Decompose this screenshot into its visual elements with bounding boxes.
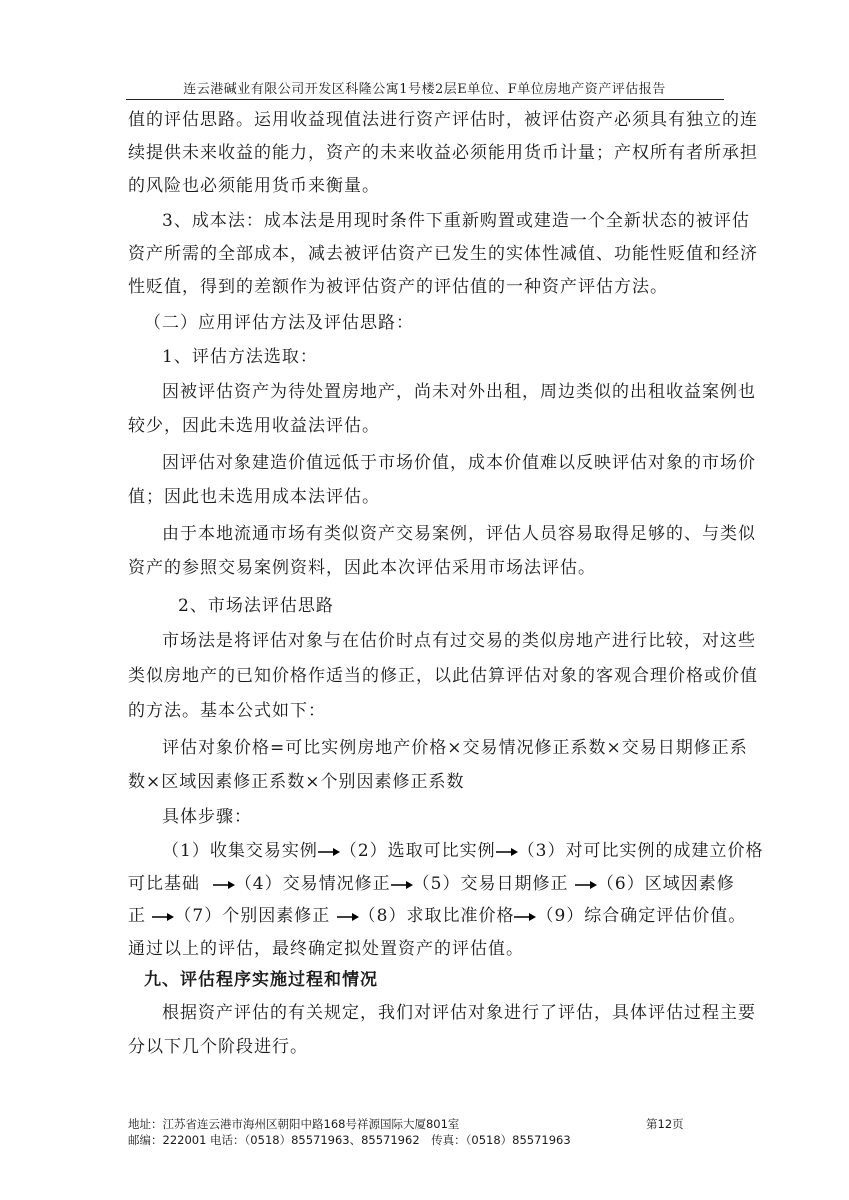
paragraph-line: 根据资产评估的有关规定，我们对评估对象进行了评估，具体评估过程主要: [162, 1003, 756, 1023]
step-text: （9）综合确定评估价值。: [536, 906, 747, 926]
paragraph-line: 资产的参照交易案例资料，因此本次评估采用市场法评估。: [128, 558, 596, 578]
arrow-right-icon: [318, 847, 340, 857]
paragraph-line: 较少，因此未选用收益法评估。: [128, 416, 380, 436]
steps-line: [128, 900, 747, 933]
section-heading: 九、评估程序实施过程和情况: [144, 970, 378, 990]
subsection-heading: （二）应用评估方法及评估思路：: [144, 313, 414, 333]
footer-address: 地址：江苏省连云港市海州区朝阳中路168号祥源国际大厦801室: [128, 1117, 460, 1131]
step-text: （2）选取可比实例: [339, 841, 496, 861]
paragraph-line: 1、评估方法选取：: [162, 347, 318, 367]
paragraph-line: 值的评估思路。运用收益现值法进行资产评估时，被评估资产必须具有独立的连: [128, 110, 758, 130]
paragraph-line: 由于本地流通市场有类似资产交易案例，评估人员容易取得足够的、与类似: [162, 524, 756, 544]
step-text: （7）个别因素修正: [174, 906, 331, 926]
arrow-right-icon: [337, 912, 359, 922]
paragraph-line: 通过以上的评估，最终确定拟处置资产的评估值。: [128, 939, 524, 959]
step-text: 正: [128, 906, 146, 926]
paragraph-line: 资产所需的全部成本，减去被评估资产已发生的实体性减值、功能性贬值和经济: [128, 244, 758, 264]
paragraph-line: 市场法是将评估对象与在估价时点有过交易的类似房地产进行比较，对这些: [162, 631, 756, 651]
arrow-right-icon: [514, 912, 536, 922]
arrow-right-icon: [575, 880, 597, 890]
arrow-right-icon: [391, 880, 413, 890]
report-header: 连云港碱业有限公司开发区科隆公寓1号楼2层E单位、F单位房地产资产评估报告: [183, 82, 666, 97]
step-text: （6）区域因素修: [596, 874, 735, 894]
paragraph-line: 续提供未来收益的能力，资产的未来收益必须能用货币计量；产权所有者所承担: [128, 143, 758, 163]
step-text: （1）收集交易实例: [162, 841, 318, 861]
step-text: 可比基础: [128, 874, 200, 894]
step-text: （5）交易日期修正: [412, 874, 569, 894]
paragraph-line: 分以下几个阶段进行。: [128, 1037, 308, 1057]
arrow-right-icon: [213, 880, 235, 890]
paragraph-line: 的方法。基本公式如下：: [128, 701, 326, 721]
paragraph-line: 因评估对象建造价值远低于市场价值，成本价值难以反映评估对象的市场价: [162, 453, 756, 473]
steps-line: [162, 835, 764, 868]
paragraph-line: 3、成本法：成本法是用现时条件下重新购置或建造一个全新状态的被评估: [162, 211, 750, 231]
paragraph-line: 具体步骤：: [162, 807, 252, 827]
footer-contact: 邮编：222001 电话：（0518）85571963、85571962 传真：（0518）85571963: [128, 1133, 571, 1147]
formula-line: 评估对象价格=可比实例房地产价格×交易情况修正系数×交易日期修正系: [162, 738, 748, 758]
step-text: （8）求取比准价格: [358, 906, 515, 926]
formula-line: 数×区域因素修正系数×个别因素修正系数: [128, 772, 465, 792]
step-text: （3）对可比实例的成建立价格: [517, 841, 764, 861]
paragraph-line: 的风险也必须能用货币来衡量。: [128, 176, 380, 196]
paragraph-line: 类似房地产的已知价格作适当的修正，以此估算评估对象的客观合理价格或价值: [128, 666, 758, 686]
steps-line: [128, 868, 735, 901]
subsection-heading: 2、市场法评估思路: [178, 596, 334, 616]
paragraph-line: 因被评估资产为待处置房地产，尚未对外出租，周边类似的出租收益案例也: [162, 382, 756, 402]
paragraph-line: 值；因此也未选用成本法评估。: [128, 487, 380, 507]
header-divider: [126, 99, 724, 100]
step-text: （4）交易情况修正: [234, 874, 391, 894]
arrow-right-icon: [496, 847, 518, 857]
arrow-right-icon: [152, 912, 174, 922]
paragraph-line: 性贬值，得到的差额作为被评估资产的评估值的一种资产评估方法。: [128, 277, 668, 297]
page-number: 第12页: [646, 1117, 684, 1131]
